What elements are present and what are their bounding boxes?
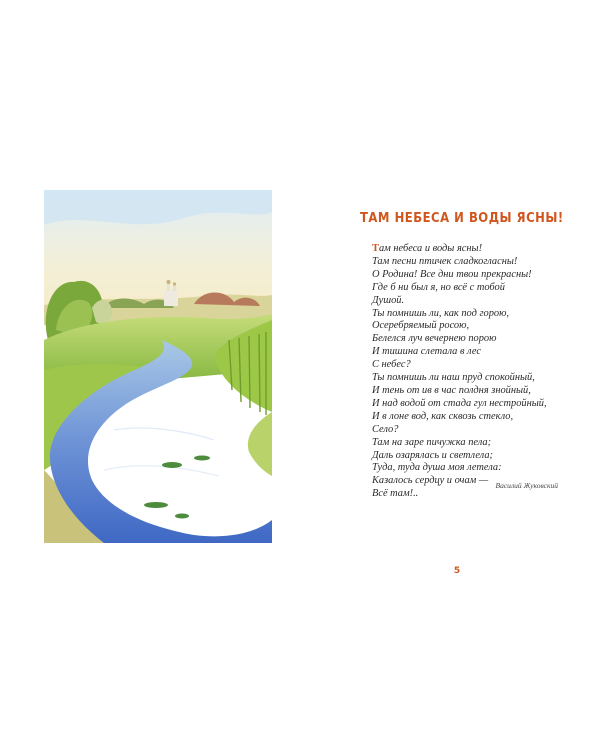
poem-line: Там на заре пичужка пела; <box>372 436 492 448</box>
poem-line: Всё там!.. <box>372 488 419 500</box>
poem-line: О Родина! Все дни твои прекрасны! <box>372 268 532 280</box>
drop-cap: Т <box>372 243 379 254</box>
poem-text <box>372 243 572 501</box>
poem-line: Село? <box>372 423 399 435</box>
poem-line <box>372 243 572 256</box>
poem-line: Казалось сердцу и очам — <box>372 475 489 487</box>
poem-line: И в лоне вод, как сквозь стекло, <box>372 410 514 422</box>
poem-title: ТАМ НЕБЕСА И ВОДЫ ЯСНЫ! <box>360 210 564 226</box>
poem-line: Ты помнишь ли, как под горою, <box>372 307 510 319</box>
poem-line: Там песни птичек сладкогласны! <box>372 255 518 267</box>
poem-line: И над водой от стада гул нестройный, <box>372 397 547 409</box>
poem-line: Ты помнишь ли наш пруд спокойный, <box>372 372 535 384</box>
poem-line: И тишина слетала в лес <box>372 346 481 358</box>
poem-line: Осеребряемый росою, <box>372 320 470 332</box>
poem-line: Душой. <box>372 294 405 306</box>
poem-line: Туда, туда душа моя летела: <box>372 462 502 474</box>
poem-line: Белелся луч вечернею порою <box>372 333 497 345</box>
poem-line-text: ам небеса и воды ясны! <box>378 243 483 254</box>
page-number: 5 <box>453 566 461 576</box>
poem-line: С небес? <box>372 359 411 371</box>
poem-line: И тень от ив в час полдня знойный, <box>372 384 531 396</box>
poem-line: Даль озарялась и светлела; <box>372 449 493 461</box>
poem-line: Где б ни был я, но всё с тобой <box>372 281 505 293</box>
poem-author: Василий Жуковский <box>495 481 558 490</box>
watercolor-landscape-illustration <box>44 190 272 543</box>
